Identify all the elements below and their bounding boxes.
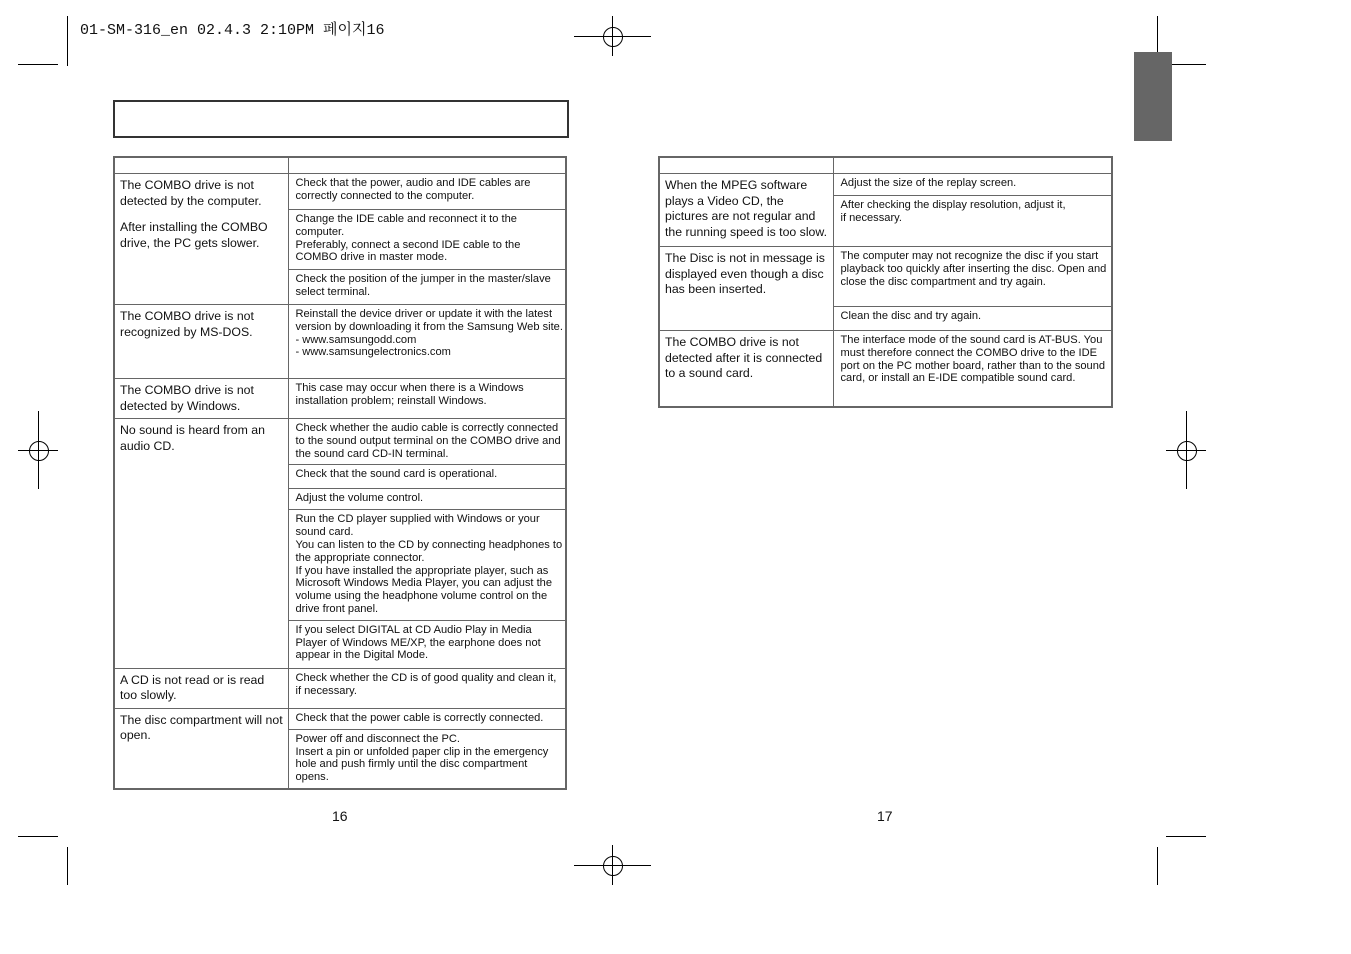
problem-cell bbox=[659, 174, 833, 247]
print-slug: 01-SM-316_en 02.4.3 2:10PM 페이지16 bbox=[80, 22, 385, 39]
solution-cell: Check that the power, audio and IDE cables are correctly connected to the computer. bbox=[288, 174, 566, 210]
solution-cell: Run the CD player supplied with Windows or your sound card. You can listen to the CD by connecting headphones to the appropriate connector. If you have installed the appropriate player, such as Microsoft Windows Media Player, you can adjust the volume using the headphone volume control on the drive front panel. bbox=[288, 510, 566, 620]
problem-cell bbox=[114, 668, 288, 708]
problem-text: When the MPEG software plays a Video CD, the pictures are not regular and the running speed is too slow. bbox=[665, 178, 828, 239]
problem-text: After installing the COMBO drive, the PC gets slower. bbox=[120, 220, 268, 250]
problem-text: The disc compartment will not open. bbox=[120, 712, 283, 743]
problem-text: The COMBO drive is not detected after it is connected to a sound card. bbox=[665, 335, 823, 380]
solution-cell: The computer may not recognize the disc if you start playback too quickly after inserting the disc. Open and close the disc compartment and try again. bbox=[833, 247, 1112, 307]
solution-cell: The interface mode of the sound card is AT-BUS. You must therefore connect the COMBO drive to the IDE port on the PC mother board, rather than to the sound card, or install an E-IDE compatible sound card. bbox=[833, 331, 1112, 408]
troubleshooting-table-left bbox=[113, 156, 567, 790]
problem-text: The Disc is not in message is displayed even though a disc has been inserted. bbox=[665, 251, 825, 296]
problem-text: A CD is not read or is read too slowly. bbox=[120, 672, 265, 703]
solution-cell: Check whether the audio cable is correctly connected to the sound output terminal on the COMBO drive and the sound card CD-IN terminal. bbox=[288, 419, 566, 465]
table-row bbox=[114, 305, 566, 379]
table-row bbox=[114, 419, 566, 465]
problem-cell bbox=[659, 247, 833, 331]
problem-cell bbox=[114, 379, 288, 419]
troubleshooting-table-right bbox=[658, 156, 1113, 408]
problem-cell bbox=[114, 419, 288, 669]
section-tab bbox=[1134, 52, 1172, 141]
table-row bbox=[659, 331, 1112, 408]
problem-text: The COMBO drive is not detected by the computer. bbox=[120, 178, 262, 208]
problem-header-cell bbox=[114, 157, 288, 174]
page-number-left: 16 bbox=[332, 808, 348, 824]
problem-cell bbox=[114, 174, 288, 305]
section-title-box bbox=[113, 100, 569, 138]
table-row bbox=[114, 174, 566, 210]
solution-cell: Power off and disconnect the PC. Insert a pin or unfolded paper clip in the emergency hole and push firmly until the disc compartment opens. bbox=[288, 729, 566, 789]
solution-cell: Adjust the volume control. bbox=[288, 489, 566, 510]
table-header-row bbox=[659, 157, 1112, 174]
problem-cell bbox=[114, 305, 288, 379]
solution-cell: Check that the power cable is correctly connected. bbox=[288, 708, 566, 729]
solution-cell: Reinstall the device driver or update it with the latest version by downloading it from the Samsung Web site. - www.samsungodd.com - www.samsungelectronics.com bbox=[288, 305, 566, 379]
solution-cell: This case may occur when there is a Windows installation problem; reinstall Windows. bbox=[288, 379, 566, 419]
table-row bbox=[114, 708, 566, 729]
solution-cell: Change the IDE cable and reconnect it to the computer. Preferably, connect a second IDE cable to the COMBO drive in master mode. bbox=[288, 210, 566, 270]
problem-header-cell bbox=[659, 157, 833, 174]
problem-text: No sound is heard from an audio CD. bbox=[120, 423, 265, 453]
table-header-row bbox=[114, 157, 566, 174]
table-row bbox=[659, 174, 1112, 196]
problem-cell bbox=[659, 331, 833, 408]
solution-header-cell bbox=[833, 157, 1112, 174]
problem-cell bbox=[114, 708, 288, 789]
solution-cell: Check that the sound card is operational. bbox=[288, 465, 566, 489]
table-row bbox=[659, 247, 1112, 307]
page-number-right: 17 bbox=[877, 808, 893, 824]
solution-cell: If you select DIGITAL at CD Audio Play in Media Player of Windows ME/XP, the earphone does not appear in the Digital Mode. bbox=[288, 620, 566, 668]
solution-cell: After checking the display resolution, adjust it, if necessary. bbox=[833, 196, 1112, 247]
problem-text: The COMBO drive is not recognized by MS-DOS. bbox=[120, 309, 254, 339]
problem-text: The COMBO drive is not detected by Windows. bbox=[120, 383, 254, 413]
solution-cell: Adjust the size of the replay screen. bbox=[833, 174, 1112, 196]
solution-cell: Check whether the CD is of good quality and clean it, if necessary. bbox=[288, 668, 566, 708]
solution-cell: Check the position of the jumper in the master/slave select terminal. bbox=[288, 270, 566, 305]
solution-cell: Clean the disc and try again. bbox=[833, 307, 1112, 331]
table-row bbox=[114, 668, 566, 708]
solution-header-cell bbox=[288, 157, 566, 174]
table-row bbox=[114, 379, 566, 419]
